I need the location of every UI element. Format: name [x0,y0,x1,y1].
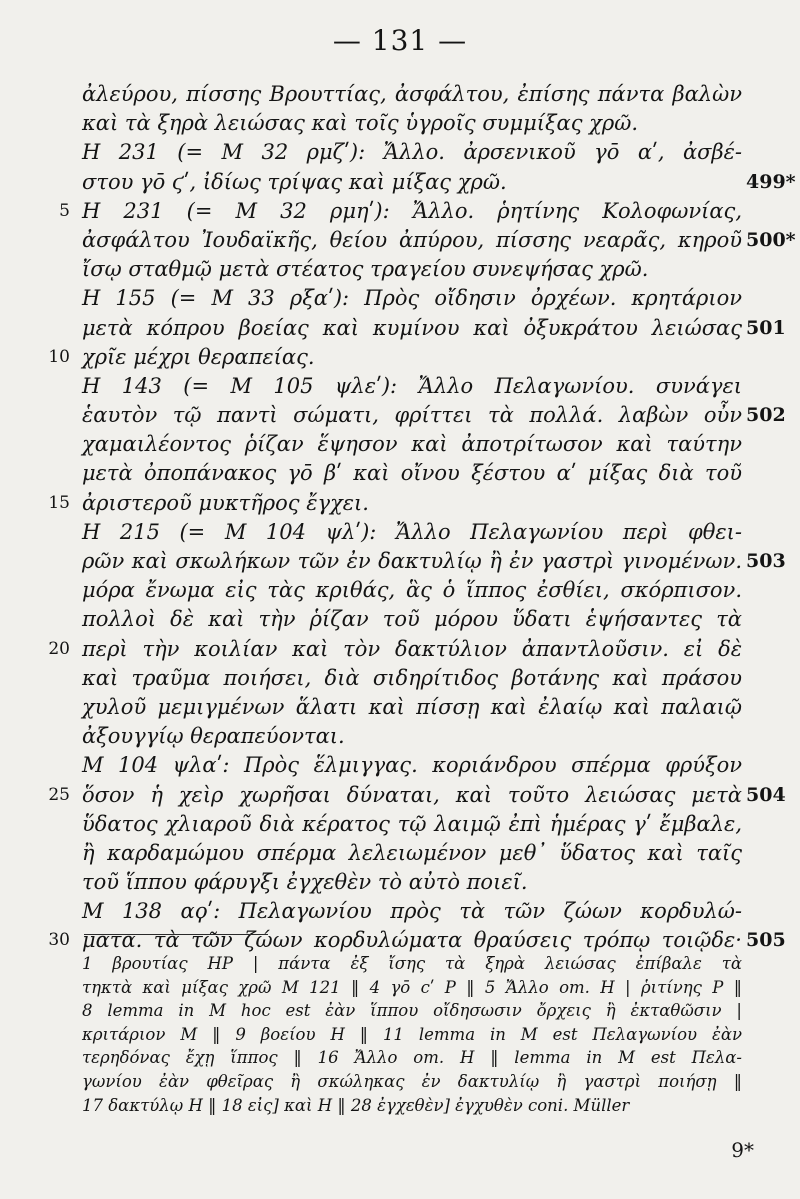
line-text: ὅσον ἡ χεὶρ χωρῆσαι δύναται, καὶ τοῦτο λειώσας μετὰ [82,782,742,807]
apparatus-line: 17 δακτύλῳ H ‖ 18 εἰς] καὶ H ‖ 28 ἐγχεθὲν] ἐγχυθὲν coni. Müller [82,1095,630,1115]
margin-number: 504 [746,783,786,806]
line-text: μόρα ἔνωμα εἰς τὰς κριθάς, ἃς ὁ ἵππος ἐσθίει, σκόρπισον. [82,578,742,603]
text-line [82,605,742,634]
text-line [82,547,742,576]
text-line [48,781,742,810]
text-line [48,343,742,372]
line-text: Η 215 (= Μ 104 ψλʹ): Ἄλλο Πελαγωνίου περὶ φθει- [82,519,742,544]
line-text: στου γο̄ ϛʹ, ἰδίως τρίψας καὶ μίξας χρῶ. [82,169,507,194]
text-line [82,693,742,722]
text-line [82,109,742,138]
line-text: μετὰ κόπρου βοείας καὶ κυμίνου καὶ ὀξυκράτου λειώσας [82,315,742,340]
text-line [82,80,742,109]
margin-number: 503 [746,550,786,573]
printer-signature: 9* [731,1138,754,1162]
apparatus-line: γωνίου ἐὰν φθεῖρας ἢ σκώληκας ἐν δακτυλίῳ ἢ γαστρὶ ποιήσῃ ‖ [82,1071,742,1091]
line-text: πολλοὶ δὲ καὶ τὴν ῥίζαν τοῦ μόρου ὕδατι ἑψήσαντες τὰ [82,607,742,632]
text-line [82,255,742,284]
line-text: ἑαυτὸν τῷ παντὶ σώματι, φρίττει τὰ πολλά. λαβὼν οὖν [82,403,742,428]
text-line [82,664,742,693]
running-head: — 131 — [332,24,468,57]
line-text: ρῶν καὶ σκωλήκων τῶν ἐν δακτυλίῳ ἢ ἐν γαστρὶ γινομένων. [82,549,742,573]
line-text: Μ 138 αϙʹ: Πελαγωνίου πρὸς τὰ τῶν ζώων κορδυλώ- [82,899,742,924]
line-text: καὶ τραῦμα ποιήσει, διὰ σιδηρίτιδος βοτάνης καὶ πράσου [82,665,742,690]
line-text: καὶ τὰ ξηρὰ λειώσας καὶ τοῖς ὑγροῖς συμμίξας χρῶ. [82,111,639,136]
text-line [82,226,742,255]
text-line [82,401,742,430]
line-text: ἀριστεροῦ μυκτῆρος ἔγχει. [82,490,369,515]
line-text: περὶ τὴν κοιλίαν καὶ τὸν δακτύλιον ἀπαντλοῦσιν. εἰ δὲ [82,636,742,661]
text-line [82,314,742,343]
line-text: ἴσῳ σταθμῷ μετὰ στέατος τραγείου συνεψήσας χρῶ. [82,257,649,282]
line-text: ματα. τὰ τῶν ζώων κορδυλώματα θραύσεις τρόπῳ τοιῷδε· [82,928,742,953]
apparatus-line: 1 βρουτίας HP | πάντα ἐξ ἴσης τὰ ξηρὰ λειώσας ἐπίβαλε τὰ [82,954,742,973]
text-line [82,810,742,839]
line-text: Μ 104 ψλαʹ: Πρὸς ἕλμιγγας. κοριάνδρου σπέρμα φρύξον [82,753,742,778]
line-number: 10 [48,346,70,367]
line-text: Η 231 (= Μ 32 ρμηʹ): Ἄλλο. ῥητίνης Κολοφωνίας, [82,198,742,223]
text-line [82,868,742,897]
line-text: Η 231 (= Μ 32 ρμζʹ): Ἄλλο. ἀρσενικοῦ γο̄ αʹ, ἀσβέ- [82,140,742,165]
line-number: 30 [48,930,70,951]
text-line [82,430,742,459]
text-line [48,489,742,518]
margin-number: 500* [746,228,796,251]
main-text [48,80,796,956]
text-line [82,722,742,751]
line-text: χρῖε μέχρι θεραπείας. [82,344,315,369]
line-number: 25 [48,784,70,805]
line-number: 20 [48,638,70,659]
apparatus-line: τερηδόνας ἔχῃ ἵππος ‖ 16 Ἄλλο om. H ‖ lemma in M est Πελα- [82,1048,742,1068]
critical-apparatus [82,952,742,1117]
line-number: 5 [59,200,70,221]
line-text: ἀλεύρου, πίσσης Βρουττίας, ἀσφάλτου, ἐπίσης πάντα βαλὼν [82,82,742,106]
line-number: 15 [48,492,70,513]
apparatus-line: κριτάριον M ‖ 9 βοείου H ‖ 11 lemma in M est Πελαγωνίου ἐὰν [82,1024,742,1044]
line-text: Η 155 (= Μ 33 ρξαʹ): Πρὸς οἴδησιν ὀρχέων. κρητάριον [82,286,742,311]
text-line [82,576,742,605]
margin-number: 501 [746,316,786,339]
margin-number: 505 [746,929,786,952]
text-line [82,168,742,197]
line-text: χαμαιλέοντος ῥίζαν ἕψησον καὶ ἀποτρίτωσον καὶ ταύτην [82,432,742,457]
line-text: ἀσφάλτου Ἰουδαϊκῆς, θείου ἀπύρου, πίσσης νεαρᾶς, κηροῦ [82,227,742,252]
line-text: μετὰ ὀποπάνακος γο̄ βʹ καὶ οἴνου ξέστου αʹ μίξας διὰ τοῦ [82,461,742,486]
line-text: χυλοῦ μεμιγμένων ἅλατι καὶ πίσσῃ καὶ ἐλαίῳ καὶ παλαιῷ [82,694,742,719]
text-line [48,635,742,664]
line-text: ἀξουγγίῳ θεραπεύονται. [82,724,345,749]
margin-number: 499* [746,170,796,193]
line-text: ἢ καρδαμώμου σπέρμα λελειωμένον μεθ᾽ ὕδατος καὶ ταῖς [82,840,742,865]
text-line [82,459,742,488]
apparatus-line: 8 lemma in M hoc est ἐὰν ἵππου οἴδησωσιν ὄρχεις ἢ ἐκταθῶσιν | [82,1001,742,1021]
text-line [82,839,742,868]
line-text: Η 143 (= Μ 105 ψλεʹ): Ἄλλο Πελαγωνίου. συνάγει [82,373,742,398]
margin-number: 502 [746,404,786,427]
apparatus-line: τηκτὰ καὶ μίξας χρῶ M 121 ‖ 4 γο̄ cʹ P ‖ 5 Ἄλλο om. H | ῥιτίνης P ‖ [82,977,742,997]
line-text: ὕδατος χλιαροῦ διὰ κέρατος τῷ λαιμῷ ἐπὶ ἡμέρας γʹ ἔμβαλε, [82,811,742,836]
line-text: τοῦ ἵππου φάρυγξι ἐγχεθὲν τὸ αὐτὸ ποιεῖ. [82,870,528,895]
footnote-rule [84,934,268,935]
